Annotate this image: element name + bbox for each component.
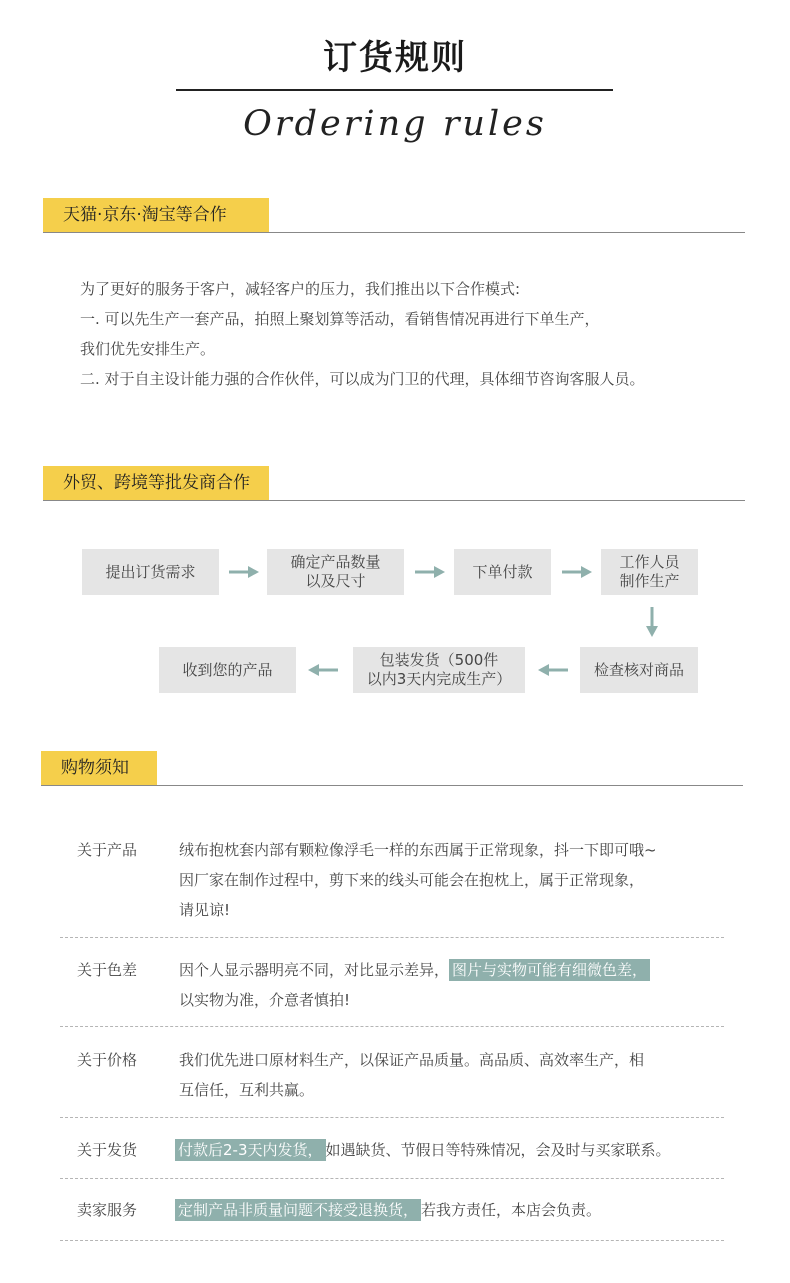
notice-text-part: 若我方责任，本店会负责。 xyxy=(421,1201,602,1219)
notice-text: 我们优先进口原材料生产，以保证产品质量。高品质、高效率生产，相 xyxy=(179,1051,645,1069)
page-subtitle: Ordering rules xyxy=(243,104,547,144)
row-separator xyxy=(60,1026,724,1027)
notice-label-product: 关于产品 xyxy=(77,841,138,859)
notice-text: 因厂家在制作过程中，剪下来的线头可能会在抱枕上，属于正常现象， xyxy=(179,871,645,889)
option-one-continued: 我们优先安排生产。 xyxy=(80,340,216,358)
notice-text: 请见谅! xyxy=(179,901,231,919)
section-tag-wholesale-cooperation: 外贸、跨境等批发商合作 xyxy=(43,466,269,501)
flow-step-label: 包装发货（500件 xyxy=(379,651,499,669)
section-divider xyxy=(41,785,743,786)
flow-step-label: 收到您的产品 xyxy=(182,660,273,679)
arrow-down-icon xyxy=(644,606,660,638)
page-title: 订货规则 xyxy=(323,38,467,78)
option-two-line: 二. 对于自主设计能力强的合作伙伴，可以成为门卫的代理，具体细节咨询客服人员。 xyxy=(80,370,645,388)
intro-line: 为了更好的服务于客户，减轻客户的压力，我们推出以下合作模式: xyxy=(80,280,521,298)
row-separator xyxy=(60,1178,724,1179)
flow-step-label: 下单付款 xyxy=(472,562,533,581)
section-tag-shopping-notes: 购物须知 xyxy=(41,751,157,786)
flow-step-confirm-quantity xyxy=(267,549,404,595)
row-separator xyxy=(60,1240,724,1241)
arrow-left-icon xyxy=(537,662,569,678)
row-separator xyxy=(60,937,724,938)
flow-step-label: 以内3天内完成生产） xyxy=(366,670,512,688)
notice-text: 互信任，互利共赢。 xyxy=(179,1081,315,1099)
section-tag-platform-cooperation: 天猫·京东·淘宝等合作 xyxy=(43,198,269,233)
flow-step-label: 确定产品数量 xyxy=(290,553,381,571)
notice-text: 绒布抱枕套内部有颗粒像浮毛一样的东西属于正常现象，抖一下即可哦~ xyxy=(179,841,657,859)
flow-step-label: 检查核对商品 xyxy=(593,660,684,679)
notice-highlight: 付款后2-3天内发货， xyxy=(175,1139,326,1161)
flow-step-production xyxy=(601,549,698,595)
notice-text: 以实物为准，介意者慎拍! xyxy=(179,991,351,1009)
arrow-left-icon xyxy=(307,662,339,678)
flow-step-receive xyxy=(159,647,296,693)
option-one-line: 一. 可以先生产一套产品，拍照上聚划算等活动，看销售情况再进行下单生产， xyxy=(80,310,600,328)
notice-label-price: 关于价格 xyxy=(77,1051,138,1069)
arrow-right-icon xyxy=(228,564,260,580)
title-divider xyxy=(176,89,613,91)
notice-text xyxy=(175,1135,735,1165)
notice-text-part: 因个人显示器明亮不同，对比显示差异， xyxy=(179,961,450,979)
section-divider xyxy=(43,232,745,233)
notice-highlight: 定制产品非质量问题不接受退换货， xyxy=(175,1199,421,1221)
notice-label-service: 卖家服务 xyxy=(77,1201,138,1219)
row-separator xyxy=(60,1117,724,1118)
notice-text-part: 如遇缺货、节假日等特殊情况，会及时与买家联系。 xyxy=(325,1141,671,1159)
notice-text xyxy=(175,1195,735,1225)
notice-text xyxy=(179,955,739,985)
notice-highlight: 图片与实物可能有细微色差， xyxy=(449,959,650,981)
flow-step-label: 工作人员 xyxy=(619,553,680,571)
flow-step-request xyxy=(82,549,219,595)
arrow-right-icon xyxy=(414,564,446,580)
flow-step-label: 制作生产 xyxy=(619,572,680,590)
notice-label-color: 关于色差 xyxy=(77,961,138,979)
flow-step-inspection xyxy=(580,647,698,693)
flow-step-payment xyxy=(454,549,551,595)
section-divider xyxy=(43,500,745,501)
flow-step-label: 提出订货需求 xyxy=(105,562,196,581)
notice-label-shipping: 关于发货 xyxy=(77,1141,138,1159)
flow-step-label: 以及尺寸 xyxy=(305,572,366,590)
arrow-right-icon xyxy=(561,564,593,580)
flow-step-packing-shipping xyxy=(353,647,525,693)
